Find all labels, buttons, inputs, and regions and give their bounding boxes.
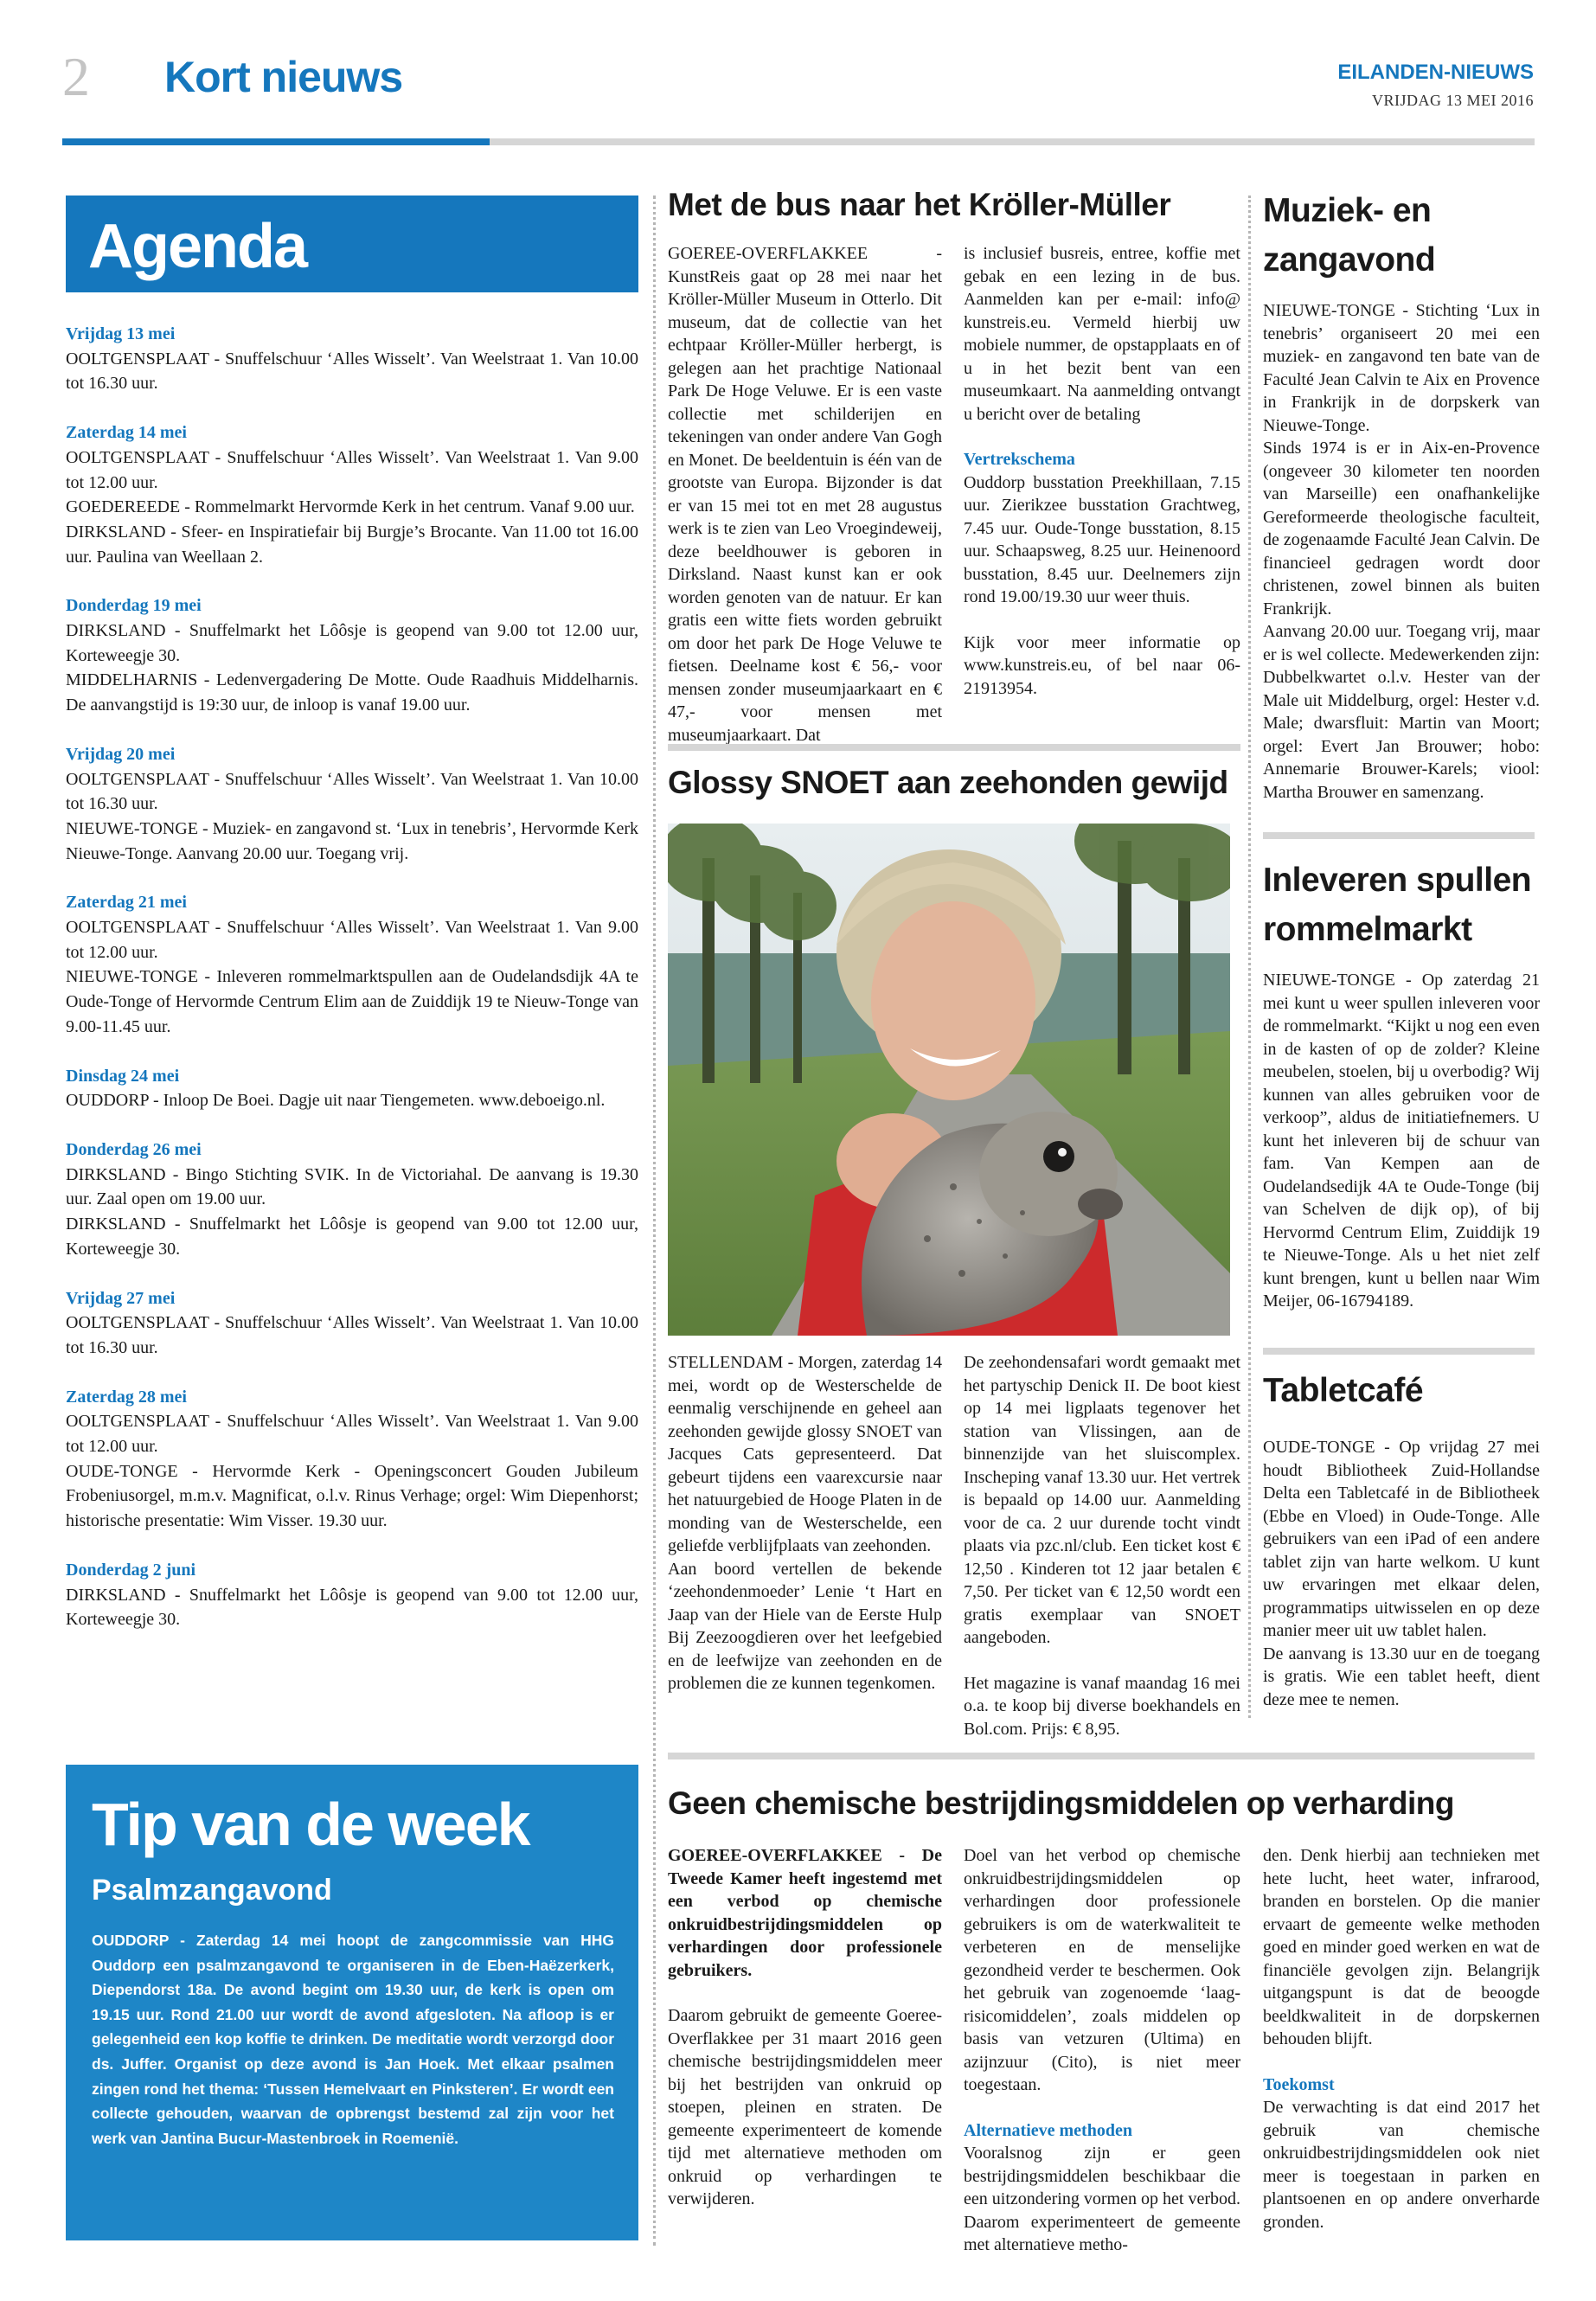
chemisch-lead: GOEREE-OVERFLAKKEE - De Tweede Kamer heeft ingestemd met een verbod op chemische onkruidbestrijdingsmiddelen op verhardingen door professionele gebruikers. bbox=[668, 1846, 942, 1980]
inleveren-text: NIEUWE-TONGE - Op zaterdag 21 mei kunt u weer spullen inleveren voor de rommelmarkt. “Kijkt u nog een even in de kasten of op de zolder? Kleine meubelen, stoelen, bij u overbodig? Wij kunnen van alles gebruiken voor de verkoop”, aldus de initiatiefnemers. U kunt het inleveren bij de schuur van fam. Van Kempen aan de Oudelandsedijk 4A te Oude-Tonge (bij van Schelven de dijk op), of bij Hervormd Centrum Elim, Zuiddijk 19 te Nieuwe-Tonge. Als u het niet zelf kunt brengen, kunt u bellen naar Wim Meijer, 06-16794189. bbox=[1263, 971, 1540, 1311]
article-title-inleveren: Inleveren spullen rommelmarkt bbox=[1263, 862, 1532, 948]
agenda-item: NIEUWE-TONGE - Inleveren rommelmarktspullen aan de Oudelandsdijk 4A te Oude-Tonge of Hervormde Centrum Elim aan de Zuiddijk 19 te Nieuw-Tonge van 9.00-11.45 uur. bbox=[66, 967, 638, 1036]
agenda-day: Donderdag 2 juni bbox=[66, 1560, 196, 1580]
agenda-day: Donderdag 19 mei bbox=[66, 596, 202, 616]
chemisch-subhead: Alternatieve methoden bbox=[964, 2120, 1132, 2140]
agenda-day-block bbox=[66, 1558, 638, 1632]
agenda-item: DIRKSLAND - Sfeer- en Inspiratiefair bij Burgje’s Brocante. Van 11.00 tot 16.00 uur. Paulina van Weellaan 2. bbox=[66, 522, 638, 567]
agenda-day-block bbox=[66, 1064, 638, 1113]
snoet-text: Het magazine is vanaf maandag 16 mei o.a. te koop bij diverse boekhandels en Bol.com. Prijs: € 8,95. bbox=[964, 1673, 1240, 1739]
chemisch-text: Doel van het verbod op chemische onkruidbestrijdingsmiddelen op verhardingen door professionele gebruikers is om de waterkwaliteit te verbeteren en de menselijke gezondheid verder te beschermen. Ook het gebruik van zogenoemde ‘laag-risicomiddelen’, zoals middelen op basis van vetzuren (Ultima) en azijnzuur (Cito), is niet meer toegestaan. bbox=[964, 1846, 1240, 2094]
agenda-item: OUDE-TONGE - Hervormde Kerk - Openingsconcert Gouden Jubileum Frobeniusorgel, m.m.v. Magnificat, o.l.v. Rinus Verhage; orgel: Wim Diepenhorst; historische presentatie: Wim Visser. 19.30 uur. bbox=[66, 1461, 638, 1531]
agenda-day: Dinsdag 24 mei bbox=[66, 1066, 180, 1086]
kroller-subhead: Vertrekschema bbox=[964, 450, 1075, 469]
article-title-muziek: Muziek- en zangavond bbox=[1263, 192, 1436, 279]
muziek-text: Aanvang 20.00 uur. Toegang vrij, maar er is wel collecte. Medewerkenden zijn: Dubbelkwartet o.l.v. Hester van der Male uit Middelburg, orgel: Hester v.d. Male; dwarsfluit: Martin van Moort; orgel: Evert Jan Brouwer; hobo: Annemarie Brouwer-Karels; viool: Martha Brouwer en samenzang. bbox=[1263, 622, 1540, 802]
agenda-day: Zaterdag 28 mei bbox=[66, 1387, 187, 1407]
agenda-day: Vrijdag 27 mei bbox=[66, 1288, 176, 1308]
muziek-text: Sinds 1974 is er in Aix-en-Provence (ongeveer 30 kilometer ten noorden van Marseille) een onafhankelijke Gereformeerde theologische faculteit, de zogenaamde Faculté Jean Calvin. De financieel gedragen wordt door christenen, zowel binnen als buiten Frankrijk. bbox=[1263, 439, 1540, 619]
article-muziek bbox=[1263, 299, 1540, 804]
tabletcafe-text: De aanvang is 13.30 uur en de toegang is gratis. Wie een tablet heeft, dient deze mee te nemen. bbox=[1263, 1644, 1540, 1709]
issue-date: VRIJDAG 13 MEI 2016 bbox=[1372, 92, 1534, 109]
agenda-item: OUDDORP - Inloop De Boei. Dagje uit naar Tiengemeten. www.deboeigo.nl. bbox=[66, 1091, 606, 1111]
article-kroller-col1 bbox=[668, 242, 942, 747]
agenda-item: OOLTGENSPLAAT - Snuffelschuur ‘Alles Wisselt’. Van Weelstraat 1. Van 9.00 tot 12.00 uur. bbox=[66, 1412, 638, 1457]
chemisch-text: den. Denk hierbij aan technieken met hete lucht, heet water, infrarood, branden en borstelen. Op die manier ervaart de gemeente welke methoden goed en minder goed werken en wat de financiële gevolgen zijn. Belangrijk uitgangspunt is dat de beoogde beeldkwaliteit in de dorpskernen behouden blijft. bbox=[1263, 1846, 1540, 2048]
agenda-day-block bbox=[66, 322, 638, 396]
article-title-tabletcafe: Tabletcafé bbox=[1263, 1372, 1424, 1409]
article-chemisch-col2 bbox=[964, 1844, 1240, 2257]
agenda-day-block bbox=[66, 890, 638, 1039]
kroller-text: is inclusief busreis, entree, koffie met gebak en een lezing in de bus. Aanmelden kan per e-mail: info@ kunstreis.eu. Vermeld hierbij uw mobiele nummer, de opstapplaats en of u in het bezit bent van een museumkaart. Na aanmelding ontvangt u bericht over de betaling bbox=[964, 244, 1240, 424]
article-rule bbox=[668, 1753, 1535, 1759]
agenda-day-block bbox=[66, 1385, 638, 1534]
muziek-text: NIEUWE-TONGE - Stichting ‘Lux in tenebris’ organiseert 20 mei een muziek- en zangavond ten bate van de Faculté Jean Calvin te Aix en Provence in Frankrijk in de dorpskerk van Nieuwe-Tonge. bbox=[1263, 301, 1540, 435]
tip-van-de-week bbox=[66, 1765, 638, 2240]
agenda-item: DIRKSLAND - Snuffelmarkt het Lôôsje is geopend van 9.00 tot 12.00 uur, Korteweegje 30. bbox=[66, 621, 638, 665]
page-number: 2 bbox=[62, 46, 90, 107]
tip-subtitle: Psalmzangavond bbox=[92, 1874, 332, 1907]
tip-title: Tip van de week bbox=[92, 1791, 529, 1858]
agenda-item: MIDDELHARNIS - Ledenvergadering De Motte. Oude Raadhuis Middelharnis. De aanvangstijd is 19:30 uur, de inloop is vanaf 19.00 uur. bbox=[66, 670, 638, 715]
article-inleveren bbox=[1263, 969, 1540, 1313]
tabletcafe-text: OUDE-TONGE - Op vrijdag 27 mei houdt Bibliotheek Zuid-Hollandse Delta een Tabletcafé in de Bibliotheek (Ebbe en Vloed) in Oude-Tonge. Alle gebruikers van een iPad of een andere tablet zijn van harte welkom. U kunt uw ervaringen met elkaar delen, programmatips uitwisselen en op deze manier meer uit uw tablet halen. bbox=[1263, 1438, 1540, 1640]
kroller-schedule: Ouddorp busstation Preekhillaan, 7.15 uur. Zierikzee busstation Grachtweg, 7.45 uur. Oude-Tonge busstation, 8.15 uur. Schaapsweg, 8.25 uur. Heinenoord busstation, 8.45 uur. Deelnemers zijn rond 19.00/19.30 uur weer thuis. bbox=[964, 472, 1240, 606]
masthead bbox=[1337, 61, 1534, 110]
kroller-contact: Kijk voor meer informatie op www.kunstreis.eu, of bel naar 06-21913954. bbox=[964, 632, 1240, 698]
agenda-list bbox=[66, 322, 638, 1657]
article-snoet-col2 bbox=[964, 1351, 1240, 1740]
agenda-title: Agenda bbox=[88, 212, 307, 281]
agenda-item: OOLTGENSPLAAT - Snuffelschuur ‘Alles Wisselt’. Van Weelstraat 1. Van 9.00 tot 12.00 uur. bbox=[66, 447, 638, 492]
agenda-day: Zaterdag 21 mei bbox=[66, 893, 187, 913]
snoet-text: STELLENDAM - Morgen, zaterdag 14 mei, wordt op de Westerschelde de eenmalig verschijnende en geheel aan zeehonden gewijde glossy SNOET van Jacques Cats gepresenteerd. Dat gebeurt tijdens een vaarexcursie naar het natuurgebied de Hooge Platen in de monding van de Westerschelde, een geliefde verblijfplaats van zeehonden. bbox=[668, 1353, 942, 1555]
article-rule bbox=[1263, 1348, 1535, 1355]
snoet-text: Aan boord vertellen de bekende ‘zeehondenmoeder’ Lenie ‘t Hart en Jaap van der Hiele van de Eerste Hulp Bij Zeezoogdieren over het leefgebied en de leefwijze van zeehonden en de problemen die ze kunnen tegenkomen. bbox=[668, 1559, 942, 1693]
agenda-item: DIRKSLAND - Bingo Stichting SVIK. In de Victoriahal. De aanvang is 19.30 uur. Zaal open om 19.00 uur. bbox=[66, 1164, 638, 1209]
agenda-item: OOLTGENSPLAAT - Snuffelschuur ‘Alles Wisselt’. Van Weelstraat 1. Van 10.00 tot 16.30 uur. bbox=[66, 349, 638, 394]
chemisch-subhead: Toekomst bbox=[1263, 2074, 1335, 2094]
article-title-chemisch: Geen chemische bestrijdingsmiddelen op verharding bbox=[668, 1785, 1454, 1821]
agenda-day-block bbox=[66, 742, 638, 867]
chemisch-text: Daarom gebruikt de gemeente Goeree-Overflakkee per 31 maart 2016 geen chemische bestrijdingsmiddelen meer bij het bestrijden van onkruid op stoepen, pleinen en straten. De gemeente experimenteert de komende tijd met alternatieve methoden om onkruid op verhardingen te verwijderen. bbox=[668, 2006, 942, 2208]
article-title-kroller: Met de bus naar het Kröller-Müller bbox=[668, 187, 1171, 222]
agenda-item: OOLTGENSPLAAT - Snuffelschuur ‘Alles Wisselt’. Van Weelstraat 1. Van 10.00 tot 16.30 uur. bbox=[66, 1313, 638, 1357]
chemisch-text: Vooralsnog zijn er geen bestrijdingsmiddelen beschikbaar die een uitzondering vormen op het verbod. Daarom experimenteert de gemeente met alternatieve metho- bbox=[964, 2144, 1240, 2254]
snoet-text: De zeehondensafari wordt gemaakt met het partyschip Denick II. De boot kiest op 14 mei ligplaats tegenover het station van Vlissingen, aan de binnenzijde van het sluiscomplex. Inscheping vanaf 13.30 uur. Het vertrek is bepaald op 14.00 uur. Aanmelding voor de ca. 2 uur durende tocht vindt plaats via pzc.nl/club. Een ticket kost € 12,50 . Kinderen tot 12 jaar betalen € 7,50. Per ticket van € 12,50 wordt een gratis exemplaar van SNOET aangeboden. bbox=[964, 1353, 1240, 1647]
kroller-text: GOEREE-OVERFLAKKEE - KunstReis gaat op 28 mei naar het Kröller-Müller Museum in Otterlo. Dit museum, dat de collectie van het echtpaar Kröller-Müller herbergt, is gelegen aan het prachtige Nationaal Park De Hoge Veluwe. Er is een vaste collectie met schilderijen en tekeningen van onder andere Van Gogh en Monet. De beeldentuin is één van de grootste van Europa. Bijzonder is dat er van 15 mei tot en met 28 augustus werk is te zien van Leo Vroegindeweij, deze beeldhouwer is geboren in Dirksland. Naast kunst kan er ook worden genoten van de natuur. Er kan gratis een witte fiets worden gebruikt om door het park De Hoge Veluwe te fietsen. Deelname kost € 56,- voor mensen zonder museumjaarkaart en € 47,- voor mensen met museumjaarkaart. Dat bbox=[668, 244, 942, 745]
column-divider bbox=[653, 195, 656, 2246]
article-tabletcafe bbox=[1263, 1436, 1540, 1711]
agenda-item: OOLTGENSPLAAT - Snuffelschuur ‘Alles Wisselt’. Van Weelstraat 1. Van 9.00 tot 12.00 uur. bbox=[66, 918, 638, 962]
chemisch-text: De verwachting is dat eind 2017 het gebruik van chemische onkruidbestrijdingsmiddelen ook niet meer is toegestaan in parken en plantsoenen en op andere onverharde gronden. bbox=[1263, 2098, 1540, 2232]
article-chemisch-col1 bbox=[668, 1844, 942, 2211]
agenda-day: Vrijdag 20 mei bbox=[66, 744, 176, 764]
agenda-item: GOEDEREEDE - Rommelmarkt Hervormde Kerk in het centrum. Vanaf 9.00 uur. bbox=[66, 497, 635, 517]
agenda-day-block bbox=[66, 593, 638, 718]
agenda-item: NIEUWE-TONGE - Muziek- en zangavond st. ‘Lux in tenebris’, Hervormde Kerk Nieuwe-Tonge. Aanvang 20.00 uur. Toegang vrij. bbox=[66, 818, 638, 863]
agenda-item: DIRKSLAND - Snuffelmarkt het Lôôsje is geopend van 9.00 tot 12.00 uur, Korteweegje 30. bbox=[66, 1215, 638, 1259]
agenda-day-block bbox=[66, 1138, 638, 1262]
agenda-item: OOLTGENSPLAAT - Snuffelschuur ‘Alles Wisselt’. Van Weelstraat 1. Van 10.00 tot 16.30 uur. bbox=[66, 769, 638, 814]
article-rule bbox=[668, 744, 1240, 751]
agenda-header bbox=[66, 195, 638, 292]
column-divider bbox=[1248, 195, 1251, 1718]
tip-body: OUDDORP - Zaterdag 14 mei hoopt de zangcommissie van HHG Ouddorp een psalmzangavond te organiseren in de Eben-Haëzerkerk, Diependorst 18a. De avond begint om 19.30 uur, de kerk is open om 19.15 uur. Rond 21.00 uur wordt de avond afgesloten. Na afloop is er gelegenheid een kop koffie te drinken. De meditatie wordt verzorgd door ds. Juffer. Organist op deze avond is Jan Hoek. Met elkaar psalmen zingen rond het thema: ‘Tussen Hemelvaart en Pinksteren’. Er wordt een collecte gehouden, waarvan de opbrengst bestemd zal zijn voor het werk van Jantina Bucur-Mastenbroek in Roemenië. bbox=[92, 1932, 614, 2147]
paper-logo: EILANDEN-NIEUWS bbox=[1337, 61, 1534, 84]
article-snoet-col1 bbox=[668, 1351, 942, 1695]
agenda-day: Donderdag 26 mei bbox=[66, 1139, 202, 1159]
article-rule bbox=[1263, 832, 1535, 839]
agenda-day: Vrijdag 13 mei bbox=[66, 324, 176, 343]
agenda-day-block bbox=[66, 420, 638, 569]
agenda-day-block bbox=[66, 1286, 638, 1361]
article-kroller-col2 bbox=[964, 242, 1240, 700]
article-title-snoet: Glossy SNOET aan zeehonden gewijd bbox=[668, 765, 1228, 800]
section-title: Kort nieuws bbox=[164, 53, 403, 101]
header-rule bbox=[62, 138, 1535, 145]
agenda-item: DIRKSLAND - Snuffelmarkt het Lôôsje is geopend van 9.00 tot 12.00 uur, Korteweegje 30. bbox=[66, 1585, 638, 1630]
article-chemisch-col3 bbox=[1263, 1844, 1540, 2234]
agenda-day: Zaterdag 14 mei bbox=[66, 423, 187, 443]
seal-photo bbox=[668, 824, 1230, 1336]
